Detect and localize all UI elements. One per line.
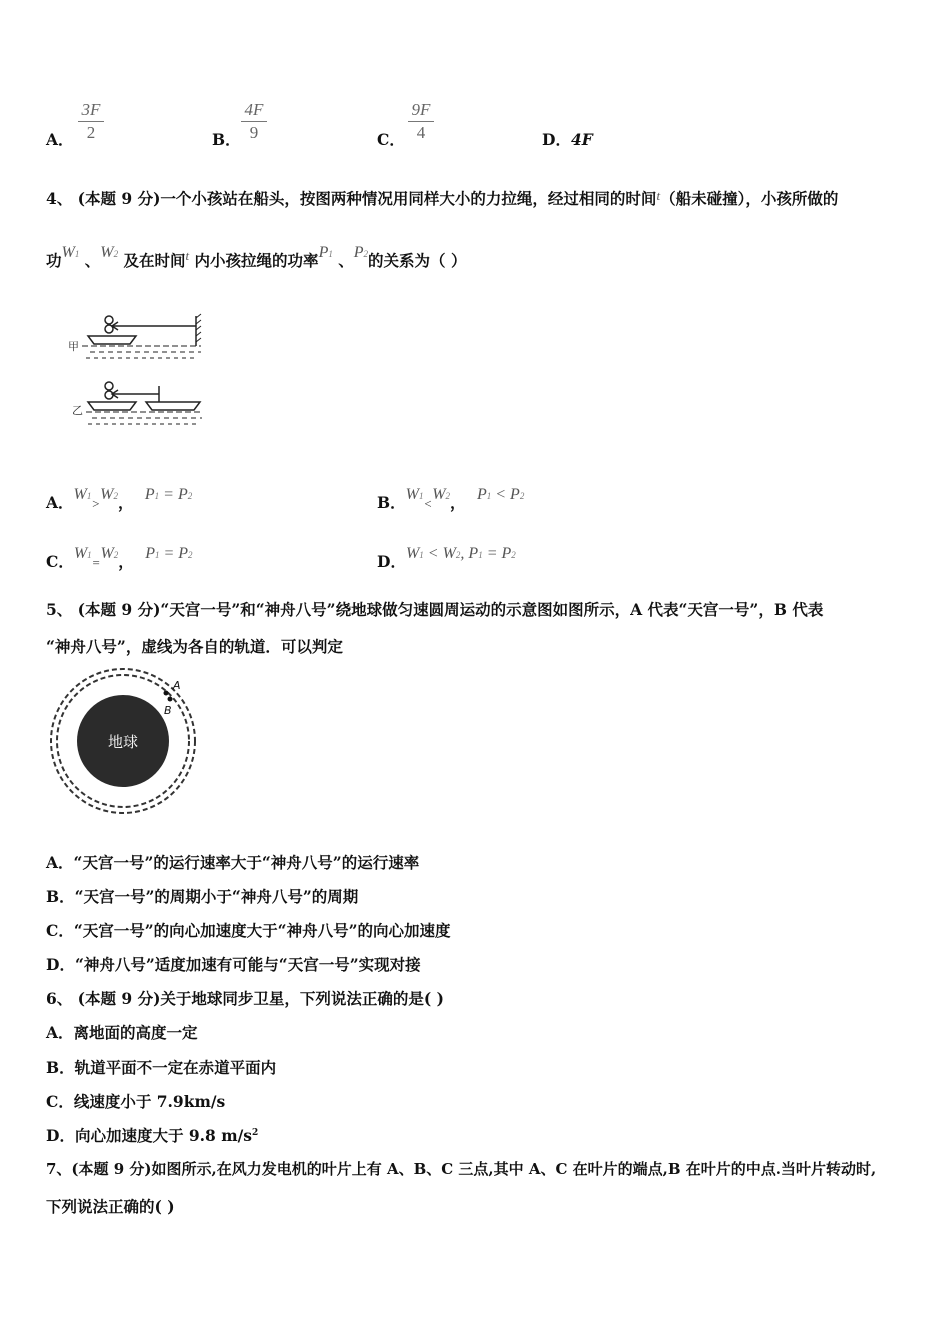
q5-stem-line1: 5、 (本题 9 分)“天宫一号”和“神舟八号”绕地球做匀速圆周运动的示意图如图所示，A 代表“天宫一号”，B 代表 bbox=[46, 600, 824, 619]
q4-p2: P2 bbox=[353, 244, 369, 261]
q3-option-d-letter: D． bbox=[542, 130, 571, 149]
q5-option-a: A．“天宫一号”的运行速率大于“神舟八号”的运行速率 bbox=[46, 853, 420, 872]
q3-option-c-numerator: 9F bbox=[411, 100, 431, 119]
q5-earth-label: 地球 bbox=[107, 733, 139, 751]
q6-option-d-text: D．向心加速度大于 9.8 m/s bbox=[46, 1126, 252, 1145]
q3-option-a-denominator: 2 bbox=[86, 123, 96, 142]
q5-point-b-dot bbox=[168, 697, 173, 702]
q6-stem: 6、 (本题 9 分)关于地球同步卫星，下列说法正确的是( ) bbox=[46, 989, 444, 1008]
q5-point-b-label: B bbox=[164, 704, 172, 717]
q3-option-d-value: 4F bbox=[570, 130, 593, 149]
q6-option-a: A．离地面的高度一定 bbox=[46, 1023, 198, 1042]
q5-option-c: C．“天宫一号”的向心加速度大于“神舟八号”的向心加速度 bbox=[46, 921, 451, 940]
q6-option-c: C．线速度小于 7.9km/s bbox=[46, 1092, 226, 1111]
q7-stem-line2: 下列说法正确的( ) bbox=[46, 1197, 175, 1216]
q3-option-a-numerator: 3F bbox=[81, 100, 101, 119]
q4-option-a: A．W1>W2， P1 = P2 bbox=[46, 486, 193, 512]
q5-point-a-dot bbox=[164, 691, 169, 696]
q4-stem-line1-prefix: 4、 (本题 9 分)一个小孩站在船头，按图两种情况用同样大小的力拉绳，经过相同的时间 bbox=[46, 189, 657, 208]
q3-option-c-denominator: 4 bbox=[416, 123, 426, 142]
q4-option-a-w-relation: > bbox=[91, 496, 101, 511]
q7-stem-line1: 7、(本题 9 分)如图所示,在风力发电机的叶片上有 A、B、C 三点,其中 A、C 在叶片的端点,B 在叶片的中点.当叶片转动时, bbox=[46, 1160, 877, 1178]
q6-option-d bbox=[46, 1124, 258, 1146]
q4-sep-1: 、 bbox=[84, 251, 101, 270]
q4-stem-line2 bbox=[46, 244, 467, 271]
q4-fig-label-yi: 乙 bbox=[72, 404, 83, 417]
q4-stem-line2-c: 内小孩拉绳的功率 bbox=[194, 251, 319, 270]
q4-option-d-p-relation: = bbox=[486, 545, 498, 562]
q4-option-d-w-relation: < bbox=[427, 545, 439, 562]
q4-fig-label-jia: 甲 bbox=[68, 340, 79, 353]
q3-option-b-numerator: 4F bbox=[244, 100, 264, 119]
q6-option-d-superscript: 2 bbox=[252, 1127, 259, 1138]
q4-option-c-letter: C． bbox=[46, 552, 74, 571]
q4-option-d-letter: D． bbox=[377, 552, 406, 571]
q4-boat-figure bbox=[66, 310, 216, 435]
q5-orbit-figure bbox=[46, 664, 200, 818]
q4-t-symbol-2: t bbox=[185, 248, 190, 263]
q6-option-b: B．轨道平面不一定在赤道平面内 bbox=[46, 1058, 277, 1077]
q4-option-a-p-relation: = bbox=[163, 486, 174, 503]
q4-option-c-p-relation: = bbox=[163, 545, 175, 562]
q3-option-c-fraction bbox=[408, 100, 434, 143]
q4-stem-line1 bbox=[46, 187, 838, 209]
q3-option-c-letter: C． bbox=[377, 130, 405, 149]
q3-option-b-letter: B． bbox=[212, 130, 241, 149]
q3-option-a-letter: A． bbox=[46, 130, 74, 149]
q4-p1: P1 bbox=[318, 244, 333, 261]
q4-option-c-w-relation: = bbox=[91, 555, 101, 570]
q4-w2: W2 bbox=[100, 244, 119, 261]
q3-option-b-fraction bbox=[241, 100, 267, 143]
q4-stem-line2-a: 功 bbox=[46, 251, 62, 270]
q5-point-a-label: A bbox=[173, 679, 181, 692]
q4-w1: W1 bbox=[61, 244, 80, 261]
q4-option-a-letter: A． bbox=[46, 493, 74, 512]
q4-option-b-p-relation: < bbox=[495, 486, 507, 503]
q4-option-b-letter: B． bbox=[377, 493, 406, 512]
q4-stem-line2-d: 的关系为（ ） bbox=[368, 251, 467, 270]
q4-option-d: D．W1 < W2, P1 = P2 bbox=[377, 545, 516, 571]
q5-stem-line2: “神舟八号”，虚线为各自的轨道．可以判定 bbox=[46, 637, 343, 656]
q5-option-d: D．“神舟八号”适度加速有可能与“天宫一号”实现对接 bbox=[46, 955, 421, 974]
q4-t-symbol: t bbox=[656, 188, 661, 203]
q4-option-c: C．W1=W2， P1 = P2 bbox=[46, 545, 193, 571]
q5-option-b: B．“天宫一号”的周期小于“神舟八号”的周期 bbox=[46, 887, 359, 906]
q3-option-d bbox=[542, 128, 593, 150]
q4-sep-2: 、 bbox=[338, 251, 354, 270]
q4-stem-line1-suffix: （船未碰撞），小孩所做的 bbox=[660, 189, 839, 208]
q4-stem-line2-b: 及在时间 bbox=[123, 251, 186, 270]
q4-option-b: B．W1<W2， P1 < P2 bbox=[377, 486, 525, 512]
q3-option-b-denominator: 9 bbox=[249, 123, 259, 142]
q3-option-a-fraction bbox=[78, 100, 104, 143]
q4-option-b-w-relation: < bbox=[423, 496, 433, 511]
